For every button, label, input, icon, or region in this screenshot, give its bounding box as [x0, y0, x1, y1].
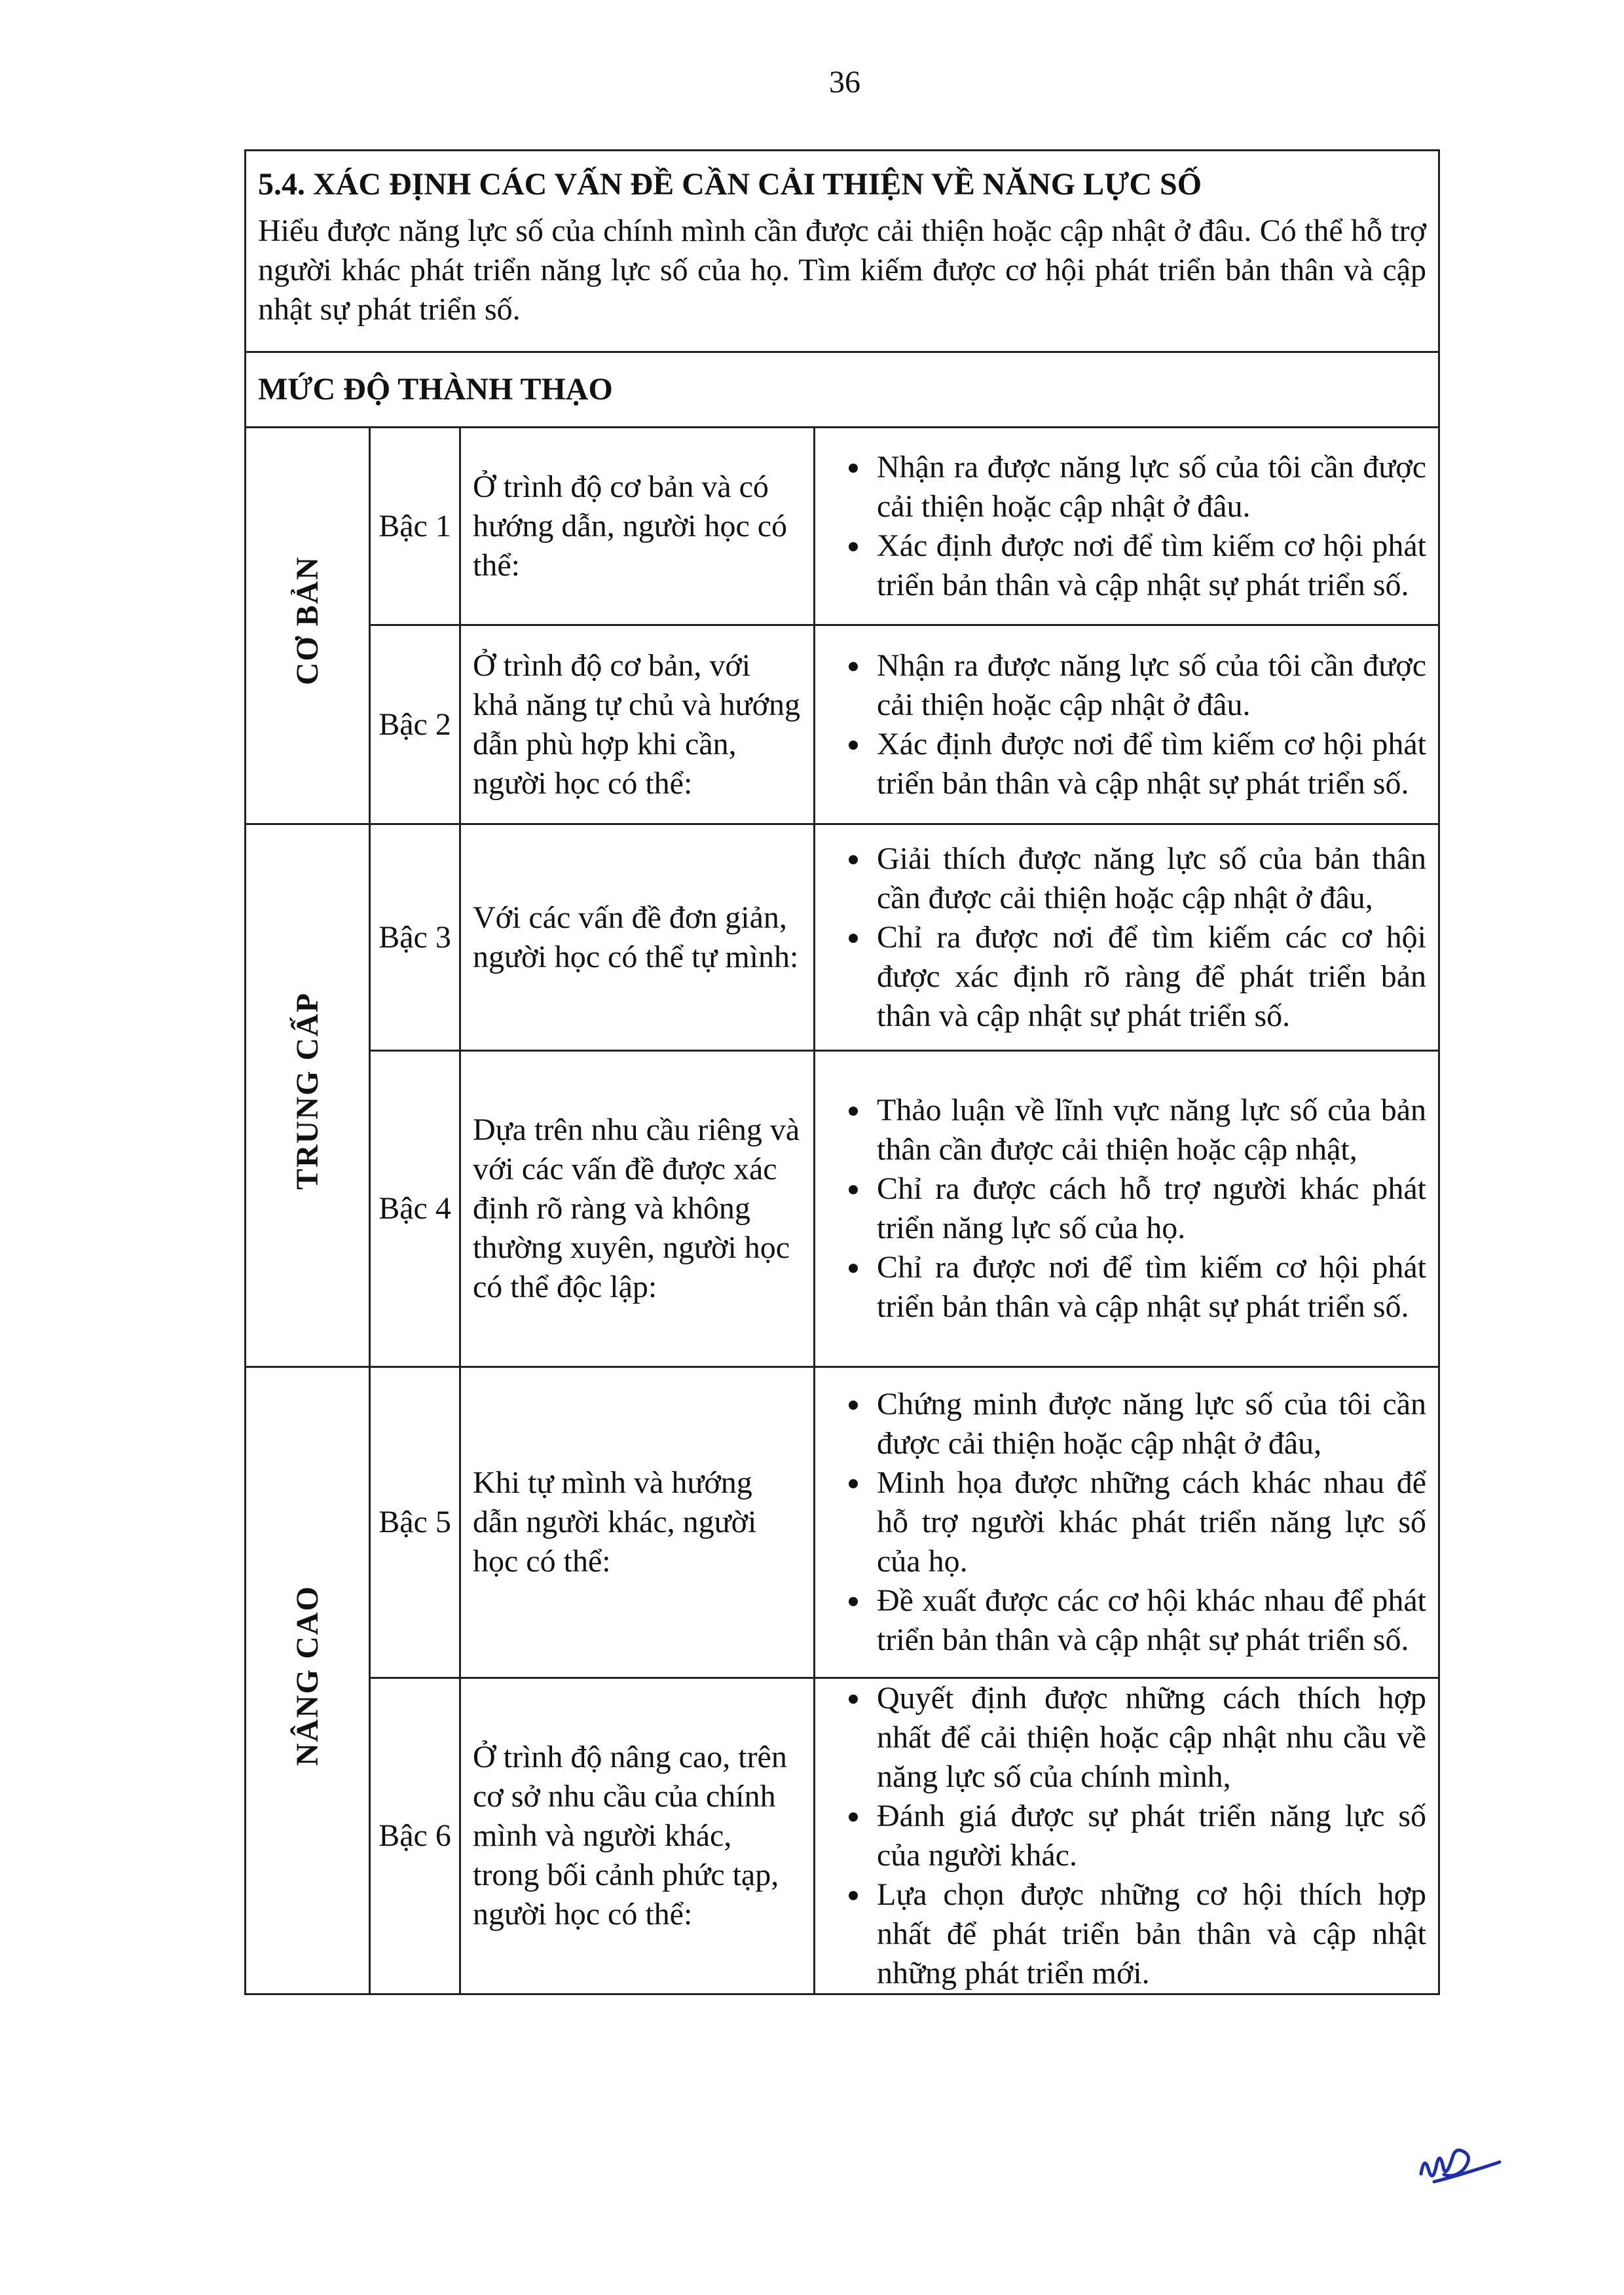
table-row	[246, 824, 1439, 1051]
list-item: • Thảo luận về lĩnh vực năng lực số của bản thân cần được cải thiện hoặc cập nhật,	[872, 1091, 1426, 1169]
list-item: • Giải thích được năng lực số của bản thân cần được cải thiện hoặc cập nhật ở đâu,	[872, 839, 1426, 918]
outcome-list	[827, 839, 1426, 1036]
outcome-list	[827, 448, 1426, 605]
list-item: • Đánh giá được sự phát triển năng lực số của người khác.	[872, 1797, 1426, 1875]
level-label: Bậc 6	[370, 1678, 460, 1994]
list-item: • Quyết định được những cách thích hợp nhất để cải thiện hoặc cập nhật nhu cầu về năng lực số của chính mình,	[872, 1679, 1426, 1797]
list-item: • Chứng minh được năng lực số của tôi cần được cải thiện hoặc cập nhật ở đâu,	[872, 1385, 1426, 1463]
level-condition: Với các vấn đề đơn giản, người học có thể tự mình:	[460, 824, 815, 1051]
list-item: • Chỉ ra được nơi để tìm kiếm cơ hội phát triển bản thân và cập nhật sự phát triển số.	[872, 1248, 1426, 1327]
level-label: Bậc 4	[370, 1051, 460, 1367]
competency-table	[244, 149, 1440, 1995]
proficiency-header-row	[246, 352, 1439, 428]
level-label: Bậc 1	[370, 428, 460, 625]
table-row	[246, 625, 1439, 824]
level-label: Bậc 2	[370, 625, 460, 824]
outcome-list	[827, 646, 1426, 803]
section-title: 5.4. XÁC ĐỊNH CÁC VẤN ĐỀ CẦN CẢI THIỆN VỀ NĂNG LỰC SỐ	[258, 167, 1202, 202]
group-intermediate: TRUNG CẤP	[246, 824, 370, 1367]
group-basic: CƠ BẢN	[246, 428, 370, 824]
table-row	[246, 1678, 1439, 1994]
level-condition: Ở trình độ cơ bản và có hướng dẫn, người học có thể:	[460, 428, 815, 625]
level-condition: Ở trình độ cơ bản, với khả năng tự chủ và hướng dẫn phù hợp khi cần, người học có thể:	[460, 625, 815, 824]
list-item: • Đề xuất được các cơ hội khác nhau để phát triển bản thân và cập nhật sự phát triển số.	[872, 1581, 1426, 1660]
list-item: • Lựa chọn được những cơ hội thích hợp nhất để phát triển bản thân và cập nhật những phát triển mới.	[872, 1875, 1426, 1993]
table-row	[246, 1367, 1439, 1678]
list-item: • Xác định được nơi để tìm kiếm cơ hội phát triển bản thân và cập nhật sự phát triển số.	[872, 725, 1426, 803]
level-condition: Khi tự mình và hướng dẫn người khác, người học có thể:	[460, 1367, 815, 1678]
table-row	[246, 1051, 1439, 1367]
level-label: Bậc 5	[370, 1367, 460, 1678]
level-condition: Dựa trên nhu cầu riêng và với các vấn đề được xác định rõ ràng và không thường xuyên, người học có thể độc lập:	[460, 1051, 815, 1367]
level-label: Bậc 3	[370, 824, 460, 1051]
proficiency-header: MỨC ĐỘ THÀNH THẠO	[246, 352, 1439, 428]
list-item: • Minh họa được những cách khác nhau để hỗ trợ người khác phát triển năng lực số của họ.	[872, 1463, 1426, 1581]
list-item: • Nhận ra được năng lực số của tôi cần được cải thiện hoặc cập nhật ở đâu.	[872, 448, 1426, 526]
outcome-list	[827, 1091, 1426, 1327]
table-row	[246, 428, 1439, 625]
page-number: 36	[829, 65, 860, 100]
section-description: Hiểu được năng lực số của chính mình cần được cải thiện hoặc cập nhật ở đâu. Có thể hỗ trợ người khác phát triển năng lực số của họ. Tìm kiếm được cơ hội phát triển bản thân và cập nhật sự phát triển số.	[258, 213, 1426, 327]
list-item: • Nhận ra được năng lực số của tôi cần được cải thiện hoặc cập nhật ở đâu.	[872, 646, 1426, 725]
group-advanced: NÂNG CAO	[246, 1367, 370, 1994]
section-row	[246, 151, 1439, 352]
outcome-list	[827, 1679, 1426, 1993]
list-item: • Chỉ ra được cách hỗ trợ người khác phát triển năng lực số của họ.	[872, 1169, 1426, 1248]
outcome-list	[827, 1385, 1426, 1660]
list-item: • Chỉ ra được nơi để tìm kiếm các cơ hội được xác định rõ ràng để phát triển bản thân và cập nhật sự phát triển số.	[872, 918, 1426, 1036]
signature-initials	[1414, 2141, 1506, 2194]
level-condition: Ở trình độ nâng cao, trên cơ sở nhu cầu của chính mình và người khác, trong bối cảnh phức tạp, người học có thể:	[460, 1678, 815, 1994]
list-item: • Xác định được nơi để tìm kiếm cơ hội phát triển bản thân và cập nhật sự phát triển số.	[872, 526, 1426, 605]
